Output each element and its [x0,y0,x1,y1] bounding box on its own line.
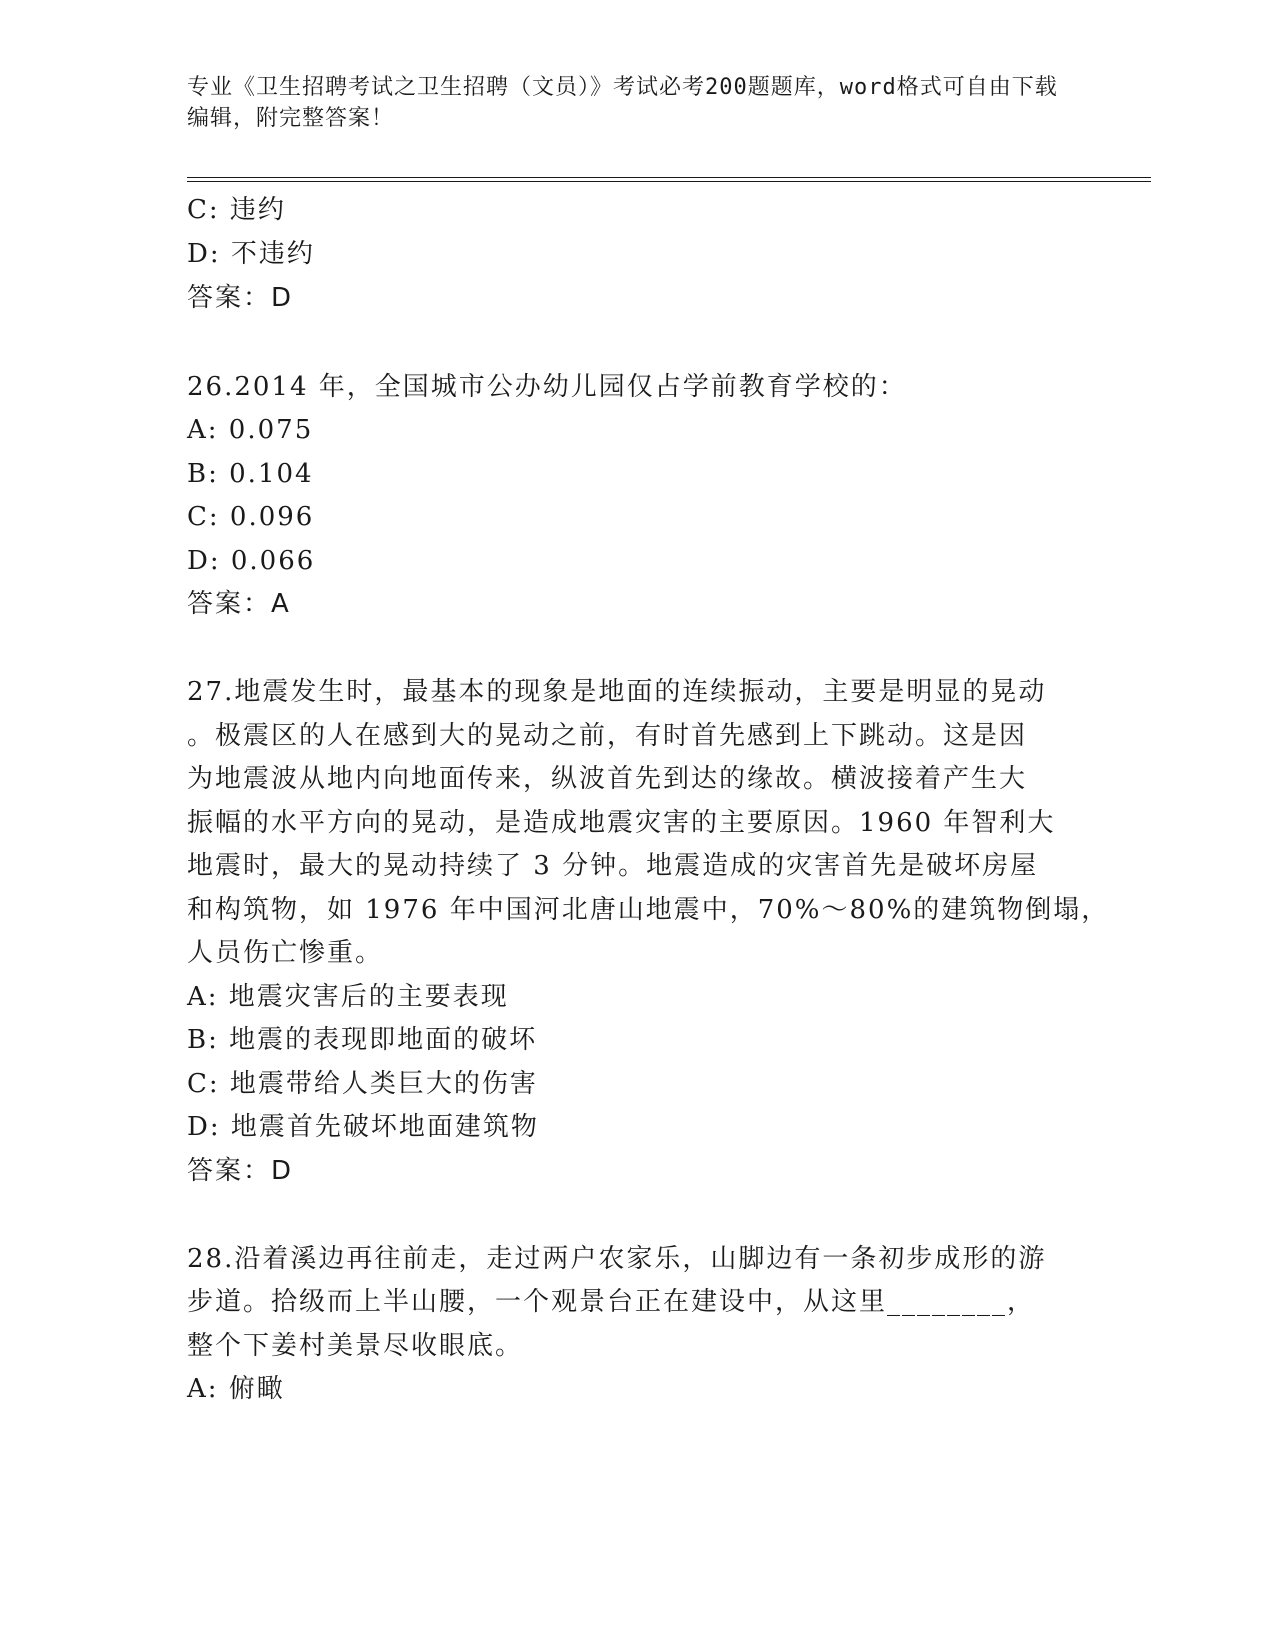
option-line: D: 地震首先破坏地面建筑物 [187,1112,539,1142]
question-line: 人员伤亡惨重。 [187,938,384,968]
option-line: A: 0.075 [187,415,314,445]
header-divider-top [187,177,1151,178]
answer-line: 答案：D [187,283,294,313]
question-line: 整个下姜村美景尽收眼底。 [187,1331,524,1361]
question-line: 28.沿着溪边再往前走，走过两户农家乐，山脚边有一条初步成形的游 [187,1244,1047,1274]
question-line: 为地震波从地内向地面传来，纵波首先到达的缘故。横波接着产生大 [187,764,1028,794]
option-line: C: 0.096 [187,502,315,532]
question-line: 振幅的水平方向的晃动，是造成地震灾害的主要原因。1960 年智利大 [187,808,1056,838]
option-line: D: 不违约 [187,239,315,269]
option-line: B: 地震的表现即地面的破坏 [187,1025,538,1055]
document-header: 专业《卫生招聘考试之卫生招聘（文员）》考试必考200题题库，word格式可自由下载编辑，附完整答案！ [187,75,1058,131]
option-line: D: 0.066 [187,546,316,576]
question-line: 和构筑物，如 1976 年中国河北唐山地震中，70%～80%的建筑物倒塌， [187,895,1110,925]
answer-line: 答案：D [187,1156,294,1186]
option-line: C: 地震带给人类巨大的伤害 [187,1069,538,1099]
question-line: 步道。拾级而上半山腰，一个观景台正在建设中，从这里________， [187,1287,1036,1317]
question-line: 27.地震发生时，最基本的现象是地面的连续振动，主要是明显的晃动 [187,677,1047,707]
header-divider-bottom [187,181,1151,182]
option-line: A: 俯瞰 [187,1374,285,1404]
option-line: A: 地震灾害后的主要表现 [187,982,509,1012]
answer-line: 答案：A [187,589,291,619]
option-line: B: 0.104 [187,459,314,489]
option-line: C: 违约 [187,195,286,225]
question-line: 。极震区的人在感到大的晃动之前，有时首先感到上下跳动。这是因 [187,721,1028,751]
question-line: 26.2014 年，全国城市公办幼儿园仅占学前教育学校的： [187,372,907,402]
question-line: 地震时，最大的晃动持续了 3 分钟。地震造成的灾害首先是破坏房屋 [187,851,1039,881]
